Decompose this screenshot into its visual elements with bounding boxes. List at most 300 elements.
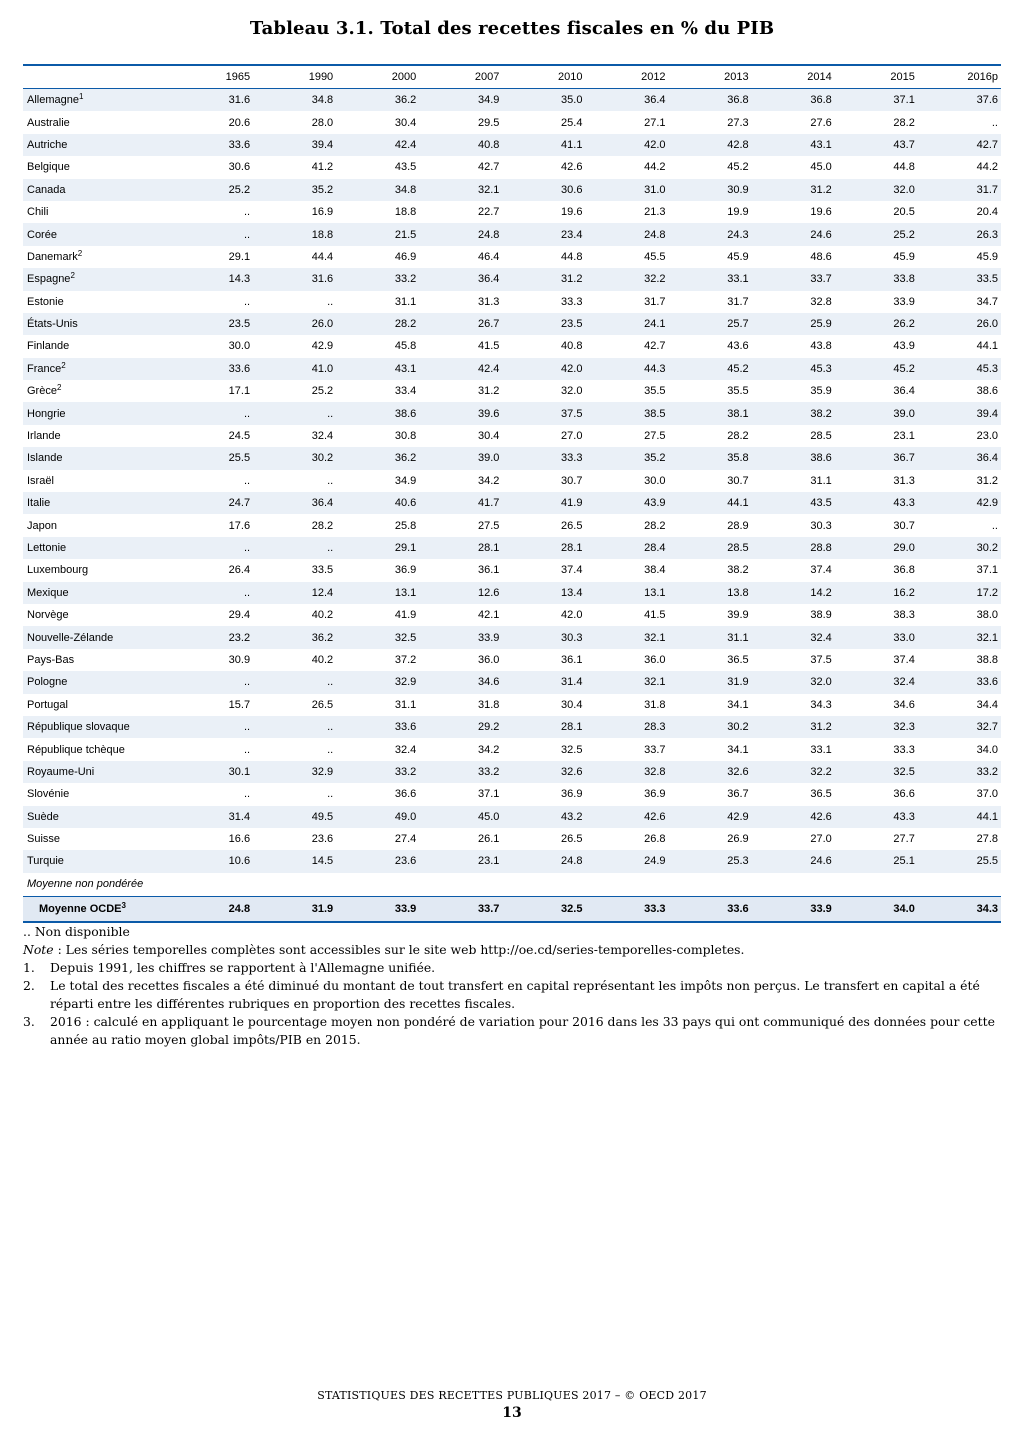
value-cell: 36.4	[419, 268, 502, 290]
value-cell: 45.9	[669, 246, 752, 268]
value-cell: 23.5	[170, 313, 253, 335]
footnote-number: 2.	[23, 978, 35, 993]
value-cell: 31.4	[502, 671, 585, 693]
value-cell: 42.4	[419, 358, 502, 380]
value-cell: 18.8	[336, 201, 419, 223]
value-cell: 35.2	[253, 179, 336, 201]
footnote-3	[23, 1013, 1003, 1049]
country-cell	[23, 806, 170, 828]
value-cell: 44.2	[918, 156, 1001, 178]
average-label: Moyenne OCDE	[39, 902, 122, 915]
value-cell: 17.1	[170, 380, 253, 402]
table-row	[23, 179, 1001, 201]
value-cell: 19.6	[502, 201, 585, 223]
value-cell: 34.6	[835, 694, 918, 716]
average-label-cell	[23, 896, 170, 921]
value-cell: 41.5	[585, 604, 668, 626]
value-cell: 23.1	[419, 850, 502, 872]
value-cell: ..	[253, 291, 336, 313]
value-cell: 37.0	[918, 783, 1001, 805]
value-cell: 31.2	[752, 716, 835, 738]
value-cell: 32.9	[336, 671, 419, 693]
value-cell: 34.9	[336, 470, 419, 492]
country-name: Lettonie	[27, 542, 67, 554]
value-cell: 27.6	[752, 111, 835, 133]
value-cell: 32.3	[835, 716, 918, 738]
country-name: Grèce	[27, 385, 57, 398]
value-cell: 43.6	[669, 335, 752, 357]
value-cell: 34.1	[669, 694, 752, 716]
value-cell: 44.1	[669, 492, 752, 514]
value-cell: 32.1	[585, 671, 668, 693]
country-cell	[23, 716, 170, 738]
value-cell: 30.7	[669, 470, 752, 492]
value-cell: 31.6	[253, 268, 336, 290]
value-cell: 27.1	[585, 111, 668, 133]
value-cell: 27.3	[669, 111, 752, 133]
value-cell: ..	[170, 201, 253, 223]
value-cell: 14.5	[253, 850, 336, 872]
value-cell: 33.8	[835, 268, 918, 290]
column-header: 2012	[641, 71, 666, 83]
value-cell: 27.0	[502, 425, 585, 447]
value-cell: 25.5	[170, 447, 253, 469]
footnote-number: 3.	[23, 1014, 35, 1029]
country-name: Estonie	[27, 295, 64, 308]
country-name: Royaume-Uni	[27, 765, 95, 778]
value-cell: 30.7	[835, 514, 918, 536]
value-cell: 27.0	[752, 828, 835, 850]
value-cell: 34.2	[419, 470, 502, 492]
country-name: Australie	[27, 116, 70, 129]
value-cell: 28.3	[585, 716, 668, 738]
value-cell: ..	[918, 514, 1001, 536]
value-cell: 43.2	[502, 806, 585, 828]
value-cell: 28.2	[585, 514, 668, 536]
country-cell	[23, 783, 170, 805]
header-country-cell	[23, 66, 170, 89]
value-cell: 42.7	[585, 335, 668, 357]
value-cell: 32.5	[336, 626, 419, 648]
value-cell: 32.4	[835, 671, 918, 693]
value-cell: 45.0	[752, 156, 835, 178]
table-row	[23, 111, 1001, 133]
value-cell: 26.7	[419, 313, 502, 335]
value-cell: 39.9	[669, 604, 752, 626]
value-cell: 38.4	[585, 559, 668, 581]
country-name: République tchèque	[27, 743, 125, 756]
average-value-cell: 33.7	[419, 896, 502, 921]
value-cell: 32.4	[336, 738, 419, 760]
value-cell: 13.1	[336, 582, 419, 604]
value-cell: 30.8	[336, 425, 419, 447]
table-row	[23, 738, 1001, 760]
value-cell: 33.9	[835, 291, 918, 313]
value-cell: 32.1	[585, 626, 668, 648]
value-cell: 28.5	[752, 425, 835, 447]
table-row	[23, 492, 1001, 514]
value-cell: 33.2	[918, 761, 1001, 783]
value-cell: 33.5	[918, 268, 1001, 290]
value-cell: 43.8	[752, 335, 835, 357]
value-cell: 31.1	[336, 694, 419, 716]
average-value-cell: 31.9	[253, 896, 336, 921]
value-cell: 36.8	[752, 89, 835, 112]
value-cell: 33.6	[170, 134, 253, 156]
country-cell	[23, 492, 170, 514]
value-cell: 31.7	[585, 291, 668, 313]
value-cell: 36.4	[835, 380, 918, 402]
value-cell: 45.9	[835, 246, 918, 268]
value-cell: 32.4	[253, 425, 336, 447]
value-cell: 40.8	[502, 335, 585, 357]
value-cell: 36.0	[585, 649, 668, 671]
value-cell: 32.8	[585, 761, 668, 783]
value-cell: 36.2	[336, 89, 419, 112]
value-cell: ..	[253, 738, 336, 760]
value-cell: 26.9	[669, 828, 752, 850]
value-cell: 30.4	[502, 694, 585, 716]
value-cell: 32.2	[752, 761, 835, 783]
value-cell: 26.5	[502, 514, 585, 536]
value-cell: 27.5	[419, 514, 502, 536]
value-cell: 29.1	[336, 537, 419, 559]
value-cell: 28.2	[835, 111, 918, 133]
value-cell: 25.4	[502, 111, 585, 133]
value-cell: 20.4	[918, 201, 1001, 223]
average-value-cell: 24.8	[170, 896, 253, 921]
country-cell	[23, 604, 170, 626]
value-cell: 31.2	[918, 470, 1001, 492]
value-cell: 36.0	[419, 649, 502, 671]
country-cell	[23, 850, 170, 872]
footnote-1	[23, 959, 1003, 977]
general-note	[23, 941, 1003, 959]
value-cell: 16.2	[835, 582, 918, 604]
value-cell: 30.9	[669, 179, 752, 201]
table-notes	[23, 923, 1003, 1049]
value-cell: 48.6	[752, 246, 835, 268]
value-cell: 36.7	[669, 783, 752, 805]
table-row	[23, 402, 1001, 424]
table-row	[23, 447, 1001, 469]
value-cell: 43.5	[336, 156, 419, 178]
value-cell: ..	[253, 671, 336, 693]
table-row	[23, 201, 1001, 223]
value-cell: 33.2	[336, 268, 419, 290]
value-cell: 43.3	[835, 806, 918, 828]
country-name: Corée	[27, 228, 57, 241]
not-available-note: .. Non disponible	[23, 924, 130, 939]
value-cell: 33.6	[918, 671, 1001, 693]
value-cell: 42.1	[419, 604, 502, 626]
value-cell: 31.7	[669, 291, 752, 313]
value-cell: 28.5	[669, 537, 752, 559]
value-cell: 35.5	[585, 380, 668, 402]
footnote-number: 1.	[23, 960, 35, 975]
country-name: Belgique	[27, 161, 70, 174]
value-cell: 43.7	[835, 134, 918, 156]
value-cell: 30.1	[170, 761, 253, 783]
value-cell: 43.9	[835, 335, 918, 357]
value-cell: 41.7	[419, 492, 502, 514]
country-cell	[23, 291, 170, 313]
value-cell: 42.9	[669, 806, 752, 828]
value-cell: 32.0	[752, 671, 835, 693]
value-cell: 24.1	[585, 313, 668, 335]
value-cell: 30.4	[419, 425, 502, 447]
footnote-text: Depuis 1991, les chiffres se rapportent à l'Allemagne unifiée.	[50, 960, 436, 975]
value-cell: 33.5	[253, 559, 336, 581]
value-cell: 30.0	[585, 470, 668, 492]
value-cell: 30.6	[170, 156, 253, 178]
value-cell: 36.1	[502, 649, 585, 671]
value-cell: 37.6	[918, 89, 1001, 112]
value-cell: 37.1	[419, 783, 502, 805]
value-cell: ..	[170, 470, 253, 492]
table-row	[23, 806, 1001, 828]
note-text: : Les séries temporelles complètes sont accessibles sur le site web http://oe.cd/series-temporelles-completes.	[53, 942, 745, 957]
country-cell	[23, 335, 170, 357]
average-value-cell: 34.3	[918, 896, 1001, 921]
country-cell	[23, 582, 170, 604]
country-name: Turquie	[27, 855, 64, 868]
value-cell: 36.2	[336, 447, 419, 469]
value-cell: 31.1	[336, 291, 419, 313]
value-cell: 33.6	[170, 358, 253, 380]
value-cell: 21.5	[336, 223, 419, 245]
country-cell	[23, 179, 170, 201]
value-cell: 23.5	[502, 313, 585, 335]
average-value-cell: 33.6	[669, 896, 752, 921]
value-cell: 43.9	[585, 492, 668, 514]
tax-revenue-table	[23, 64, 1001, 923]
value-cell: 30.2	[253, 447, 336, 469]
value-cell: 23.2	[170, 626, 253, 648]
page-number: 13	[502, 1405, 522, 1421]
value-cell: 34.8	[336, 179, 419, 201]
table-row	[23, 380, 1001, 402]
value-cell: 29.5	[419, 111, 502, 133]
value-cell: 36.4	[585, 89, 668, 112]
value-cell: 28.2	[253, 514, 336, 536]
value-cell: 37.4	[752, 559, 835, 581]
value-cell: 35.9	[752, 380, 835, 402]
data-table	[23, 66, 1001, 921]
table-row	[23, 828, 1001, 850]
value-cell: 17.2	[918, 582, 1001, 604]
value-cell: 12.6	[419, 582, 502, 604]
country-cell	[23, 738, 170, 760]
value-cell: 31.6	[170, 89, 253, 112]
value-cell: 37.5	[502, 402, 585, 424]
value-cell: 32.5	[835, 761, 918, 783]
value-cell: 31.7	[918, 179, 1001, 201]
value-cell: ..	[253, 537, 336, 559]
country-name: République slovaque	[27, 721, 130, 734]
value-cell: 24.3	[669, 223, 752, 245]
value-cell: 36.7	[835, 447, 918, 469]
value-cell: 16.6	[170, 828, 253, 850]
footnote-2	[23, 977, 1003, 1013]
value-cell: ..	[253, 783, 336, 805]
value-cell: 31.8	[585, 694, 668, 716]
value-cell: 31.8	[419, 694, 502, 716]
value-cell: 31.3	[419, 291, 502, 313]
country-cell	[23, 425, 170, 447]
value-cell: 27.5	[585, 425, 668, 447]
value-cell: 33.3	[835, 738, 918, 760]
value-cell: 34.7	[918, 291, 1001, 313]
value-cell: 42.4	[336, 134, 419, 156]
value-cell: 31.1	[669, 626, 752, 648]
value-cell: 32.0	[502, 380, 585, 402]
value-cell: 26.8	[585, 828, 668, 850]
value-cell: 30.6	[502, 179, 585, 201]
value-cell: 24.8	[585, 223, 668, 245]
value-cell: 30.7	[502, 470, 585, 492]
country-name: Irlande	[27, 430, 61, 443]
value-cell: 30.2	[918, 537, 1001, 559]
table-row	[23, 134, 1001, 156]
table-row	[23, 514, 1001, 536]
value-cell: 38.6	[918, 380, 1001, 402]
value-cell: 37.5	[752, 649, 835, 671]
value-cell: 32.1	[419, 179, 502, 201]
value-cell: 26.3	[918, 223, 1001, 245]
value-cell: 45.2	[669, 358, 752, 380]
country-name: Luxembourg	[27, 564, 89, 577]
average-value-cell: 32.5	[502, 896, 585, 921]
table-header-row	[23, 66, 1001, 89]
value-cell: 27.4	[336, 828, 419, 850]
table-row	[23, 649, 1001, 671]
value-cell: 27.8	[918, 828, 1001, 850]
value-cell: 29.4	[170, 604, 253, 626]
country-cell	[23, 134, 170, 156]
country-cell	[23, 761, 170, 783]
country-name: Japon	[27, 519, 57, 532]
table-row	[23, 335, 1001, 357]
value-cell: 41.5	[419, 335, 502, 357]
value-cell: 32.6	[669, 761, 752, 783]
value-cell: 34.8	[253, 89, 336, 112]
value-cell: 31.2	[502, 268, 585, 290]
footnote-marker: 1	[78, 92, 84, 102]
table-row	[23, 604, 1001, 626]
value-cell: 42.0	[502, 358, 585, 380]
country-cell	[23, 671, 170, 693]
value-cell: 46.4	[419, 246, 502, 268]
value-cell: 23.1	[835, 425, 918, 447]
footnote-marker: 2	[61, 360, 66, 370]
value-cell: 46.9	[336, 246, 419, 268]
value-cell: 20.5	[835, 201, 918, 223]
value-cell: 33.9	[419, 626, 502, 648]
value-cell: 29.1	[170, 246, 253, 268]
value-cell: 40.2	[253, 649, 336, 671]
value-cell: 26.4	[170, 559, 253, 581]
value-cell: 36.9	[585, 783, 668, 805]
table-row	[23, 313, 1001, 335]
value-cell: 14.3	[170, 268, 253, 290]
value-cell: 38.2	[669, 559, 752, 581]
country-cell	[23, 537, 170, 559]
table-row	[23, 850, 1001, 872]
note-label: Note	[23, 942, 54, 957]
page-title: Tableau 3.1. Total des recettes fiscales en % du PIB	[249, 18, 775, 39]
value-cell: 45.3	[918, 358, 1001, 380]
country-cell	[23, 380, 170, 402]
country-cell	[23, 626, 170, 648]
country-cell	[23, 649, 170, 671]
value-cell: 36.6	[336, 783, 419, 805]
country-cell	[23, 156, 170, 178]
footnote-marker: 2	[56, 383, 62, 393]
country-name: Israël	[27, 474, 54, 487]
value-cell: 36.5	[669, 649, 752, 671]
value-cell: 25.3	[669, 850, 752, 872]
value-cell: 25.5	[918, 850, 1001, 872]
value-cell: 33.1	[752, 738, 835, 760]
value-cell: 38.3	[835, 604, 918, 626]
value-cell: 26.0	[918, 313, 1001, 335]
value-cell: 35.2	[585, 447, 668, 469]
value-cell: 39.0	[835, 402, 918, 424]
country-cell	[23, 402, 170, 424]
table-row	[23, 626, 1001, 648]
country-name: Pologne	[27, 676, 68, 689]
value-cell: 33.6	[336, 716, 419, 738]
value-cell: 38.8	[918, 649, 1001, 671]
value-cell: 28.8	[752, 537, 835, 559]
value-cell: 18.8	[253, 223, 336, 245]
value-cell: 39.0	[419, 447, 502, 469]
value-cell: 32.5	[502, 738, 585, 760]
value-cell: 34.0	[918, 738, 1001, 760]
value-cell: 32.4	[752, 626, 835, 648]
value-cell: 34.2	[419, 738, 502, 760]
value-cell: 12.4	[253, 582, 336, 604]
value-cell: 41.9	[502, 492, 585, 514]
table-row	[23, 694, 1001, 716]
country-name: Portugal	[27, 698, 68, 711]
value-cell: 10.6	[170, 850, 253, 872]
value-cell: 26.5	[253, 694, 336, 716]
page-footer: STATISTIQUES DES RECETTES PUBLIQUES 2017 – © OECD 2017	[317, 1389, 707, 1402]
value-cell: 15.7	[170, 694, 253, 716]
value-cell: 31.3	[835, 470, 918, 492]
value-cell: 28.9	[669, 514, 752, 536]
value-cell: 13.1	[585, 582, 668, 604]
table-row	[23, 470, 1001, 492]
country-cell	[23, 246, 170, 268]
country-name: Nouvelle-Zélande	[27, 631, 114, 644]
value-cell: 32.9	[253, 761, 336, 783]
value-cell: 28.2	[669, 425, 752, 447]
section-label: Moyenne non pondérée	[23, 873, 1001, 897]
value-cell: 27.7	[835, 828, 918, 850]
value-cell: 36.8	[669, 89, 752, 112]
value-cell: 42.0	[502, 604, 585, 626]
country-cell	[23, 111, 170, 133]
country-cell	[23, 223, 170, 245]
value-cell: 42.7	[918, 134, 1001, 156]
value-cell: 45.5	[585, 246, 668, 268]
value-cell: 23.6	[253, 828, 336, 850]
country-name: Hongrie	[27, 407, 66, 420]
value-cell: 25.9	[752, 313, 835, 335]
